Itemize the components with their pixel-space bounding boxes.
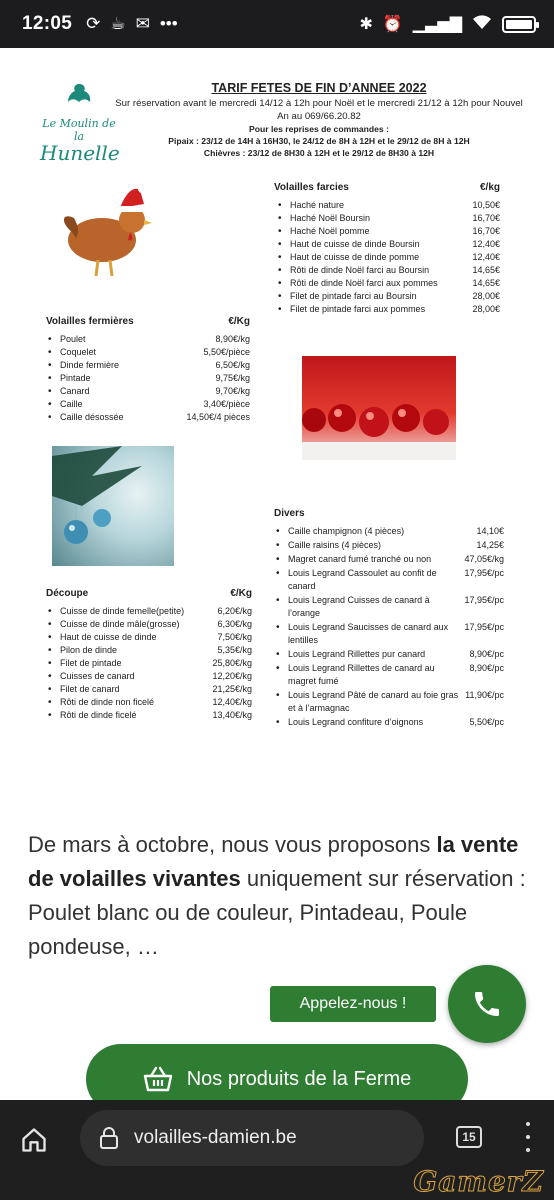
list-item: • Louis Legrand confiture d’oignons 5,50€/pc [274, 716, 504, 729]
mail-icon: ✉ [135, 14, 150, 33]
intro-paragraph: De mars à octobre, nous vous proposons la vente de volailles vivantes uniquement sur réservation : Poulet blanc ou de couleur, Pintadeau, Poule pondeuse, … [28, 832, 526, 959]
bluetooth-icon: ✱ [359, 16, 373, 33]
phone-icon [471, 988, 503, 1020]
decoupe-unit: €/Kg [230, 588, 252, 599]
list-item: • Filet de canard 21,25€/kg [46, 683, 252, 696]
list-item: • Poulet 8,90€/kg [46, 333, 250, 346]
reprises-heading: Pour les reprises de commandes : [249, 124, 389, 134]
decoupe-heading: Découpe [46, 588, 89, 599]
list-item: • Haut de cuisse de dinde Boursin 12,40€ [276, 238, 500, 251]
url-text: volailles-damien.be [134, 1127, 297, 1148]
lock-icon [98, 1126, 120, 1150]
farcies-heading: Volailles farcies [274, 182, 349, 193]
tab-switcher-button[interactable]: 15 [456, 1126, 482, 1148]
list-item: • Dinde fermière 6,50€/kg [46, 359, 250, 372]
list-item: • Louis Legrand Saucisses de canard aux lentilles 17,95€/pc [274, 621, 504, 647]
list-item: • Caille désossée 14,50€/4 pièces [46, 411, 250, 424]
battery-icon [502, 16, 536, 33]
home-button[interactable] [14, 1120, 54, 1160]
divers-price-list [274, 508, 504, 730]
flyer-subtitle: Sur réservation avant le mercredi 14/12 à 12h pour Noël et le mercredi 21/12 à 12h pour Nouvel An au 069/66.20.82 [115, 98, 523, 122]
home-icon [20, 1126, 48, 1154]
list-item: • Cuisse de dinde mâle(grosse) 6,30€/kg [46, 618, 252, 631]
price-flyer [30, 62, 524, 762]
bird-logo-icon [40, 80, 118, 117]
wifi-icon [472, 14, 492, 35]
signal-icon: ▁▃▅▇ [412, 16, 462, 33]
christmas-tree-image [52, 446, 174, 566]
list-item: • Haut de cuisse de dinde pomme 12,40€ [276, 251, 500, 264]
fermieres-price-list [46, 316, 250, 424]
hen-illustration [52, 182, 162, 282]
list-item: • Cuisses de canard 12,20€/kg [46, 670, 252, 683]
list-item: • Caille champignon (4 pièces) 14,10€ [274, 525, 504, 538]
list-item: • Louis Legrand Rillettes de canard au magret fumé 8,90€/pc [274, 662, 504, 688]
list-item: • Rôti de dinde Noël farci aux pommes 14,65€ [276, 277, 500, 290]
fermieres-heading: Volailles fermières [46, 316, 134, 327]
list-item: • Louis Legrand Cassoulet au confit de canard 17,95€/pc [274, 567, 504, 593]
clock: 12:05 [22, 13, 73, 34]
basket-icon [143, 1066, 173, 1092]
phone-fab-button[interactable] [448, 965, 526, 1043]
farm-products-label: Nos produits de la Ferme [186, 1067, 412, 1090]
chievres-hours: Chièvres : 23/12 de 8H30 à 12H et le 29/12 de 8H30 à 12H [203, 148, 435, 158]
more-dots-icon: ••• [159, 14, 178, 33]
list-item: • Filet de pintade farci aux pommes 28,00€ [276, 303, 500, 316]
list-item: • Rôti de dinde ficelé 13,40€/kg [46, 709, 252, 722]
decoupe-price-list [46, 588, 252, 722]
list-item: • Pintade 9,75€/kg [46, 372, 250, 385]
list-item: • Louis Legrand Rillettes pur canard 8,90€/pc [274, 648, 504, 661]
list-item: • Louis Legrand Pâté de canard au foie gras et à l’armagnac 11,90€/pc [274, 689, 504, 715]
farcies-unit: €/kg [479, 182, 500, 193]
divers-heading: Divers [274, 508, 305, 519]
sync-icon: ⟳ [86, 14, 101, 33]
christmas-baubles-image [302, 356, 456, 460]
flyer-title: TARIF FETES DE FIN D’ANNEE 2022 [211, 81, 427, 95]
list-item: • Haché Noël pomme 16,70€ [276, 225, 500, 238]
list-item: • Louis Legrand Cuisses de canard à l’orange 17,95€/pc [274, 594, 504, 620]
list-item: • Filet de pintade 25,80€/kg [46, 657, 252, 670]
list-item: • Rôti de dinde Noël farci au Boursin 14,65€ [276, 264, 500, 277]
list-item: • Canard 9,70€/kg [46, 385, 250, 398]
browser-toolbar [0, 1100, 554, 1200]
list-item: • Magret canard fumé tranché ou non 47,05€/kg [274, 553, 504, 566]
farm-logo: Le Moulin de la Hunelle [40, 80, 118, 160]
status-bar [0, 0, 554, 48]
address-bar[interactable] [80, 1110, 424, 1166]
list-item: • Haut de cuisse de dinde 7,50€/kg [46, 631, 252, 644]
intro-highlight: la vente de volailles vivantes [28, 832, 519, 891]
list-item: • Cuisse de dinde femelle(petite) 6,20€/kg [46, 605, 252, 618]
list-item: • Coquelet 5,50€/pièce [46, 346, 250, 359]
list-item: • Pilon de dinde 5,35€/kg [46, 644, 252, 657]
farcies-price-list [274, 182, 500, 316]
call-us-button[interactable]: Appelez-nous ! [270, 986, 436, 1022]
fermieres-unit: €/Kg [228, 316, 250, 327]
flyer-header [114, 82, 524, 159]
watermark: GamerZ [413, 1165, 544, 1198]
list-item: • Caille raisins (4 pièces) 14,25€ [274, 539, 504, 552]
browser-menu-button[interactable] [520, 1122, 536, 1152]
list-item: • Rôti de dinde non ficelé 12,40€/kg [46, 696, 252, 709]
list-item: • Haché Noël Boursin 16,70€ [276, 212, 500, 225]
list-item: • Filet de pintade farci au Boursin 28,00€ [276, 290, 500, 303]
alarm-icon: ⏰ [382, 16, 403, 33]
list-item: • Caille 3,40€/pièce [46, 398, 250, 411]
list-item: • Haché nature 10,50€ [276, 199, 500, 212]
pipaix-hours: Pipaix : 23/12 de 14H à 16H30, le 24/12 de 8H à 12H et le 29/12 de 8H à 12H [168, 136, 470, 146]
cooking-icon: ☕ [110, 14, 126, 33]
